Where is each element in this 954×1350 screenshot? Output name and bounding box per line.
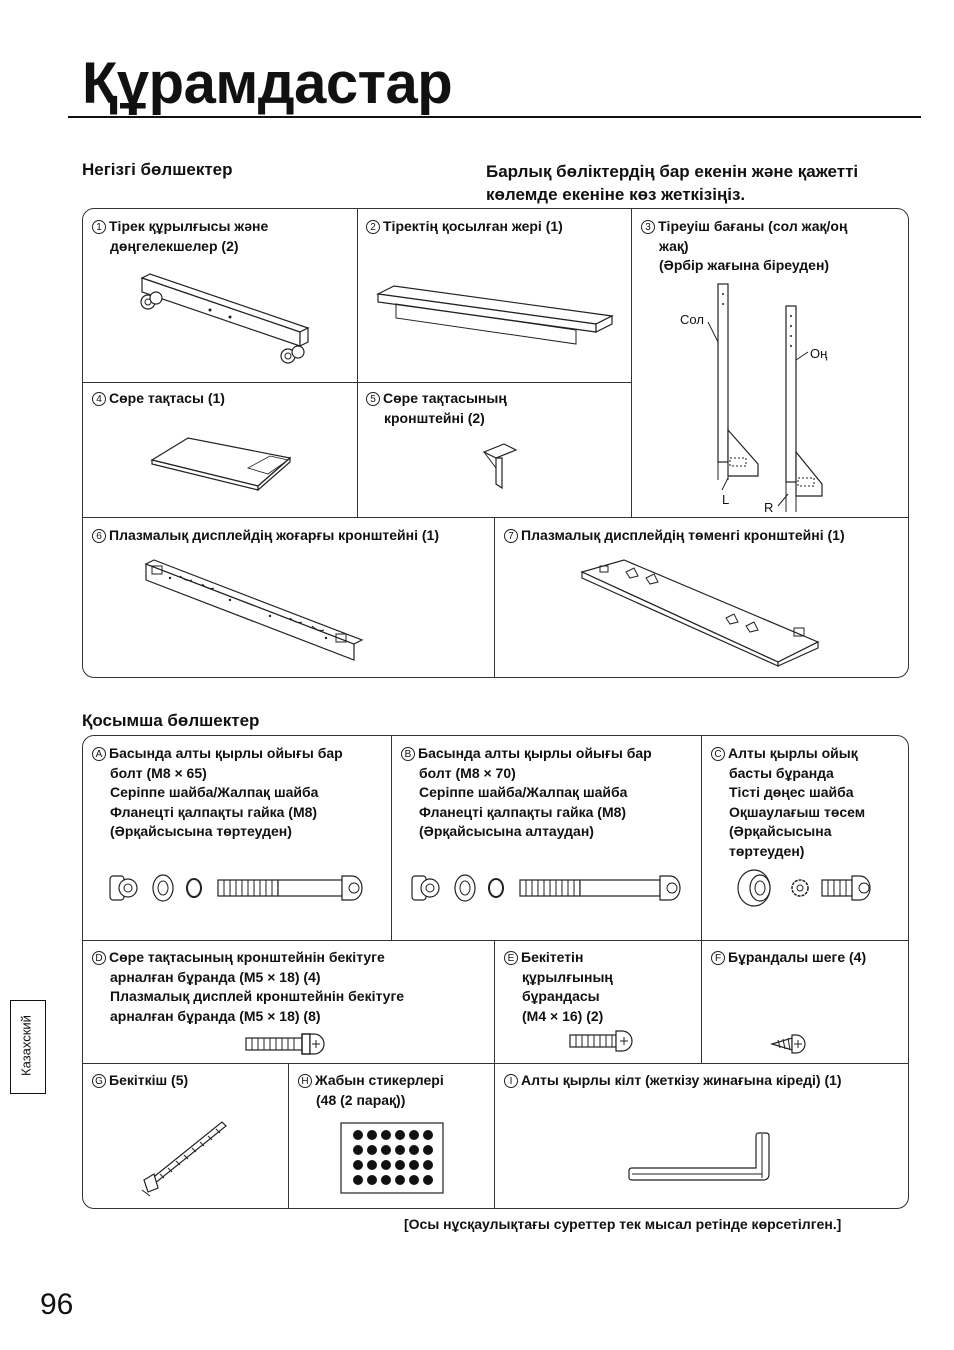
divider	[83, 1063, 908, 1064]
upper-bracket-illustration	[140, 560, 360, 665]
part-3-label: 3 Тіреуіш бағаны (сол жақ/оң жақ) (Әрбір жағына біреуден)	[641, 217, 847, 276]
divider	[83, 382, 631, 383]
page-title: Құрамдастар	[82, 51, 453, 116]
part-D-label: D Сөре тақтасының кронштейнін бекітуге арналған бұранда (M5 × 18) (4) Плазмалық дисплей кронштейнін бекітуге арналған бұранда (M5 × 18) (8)	[92, 948, 404, 1026]
stand-base-illustration	[130, 270, 320, 370]
divider	[494, 517, 495, 677]
post-label-left: Сол	[680, 312, 704, 327]
part-C-label: C Алты қырлы ойық басты бұранда Тісті дөңес шайба Оқшаулағыш төсем (Әрқайсысына төртеуден)	[711, 744, 865, 861]
title-rule	[68, 116, 921, 118]
part-1-label: 1 Тірек құрылғысы және дөңгелекшелер (2)	[92, 217, 268, 256]
part-2-label: 2 Тіректің қосылған жері (1)	[366, 217, 563, 237]
screw-d-illustration	[244, 1030, 330, 1060]
part-E-label: E Бекітетін құрылғының бұрандасы (M4 × 16) (2)	[504, 948, 613, 1026]
posts-illustration	[700, 280, 840, 520]
cable-tie-illustration	[140, 1118, 230, 1198]
part-5-label: 5 Сөре тақтасының кронштейні (2)	[366, 389, 507, 428]
screw-set-c-illustration	[734, 868, 884, 908]
part-A-label: A Басында алты қырлы ойығы бар болт (M8 × 65) Серіппе шайба/Жалпақ шайба Фланецті қалпақты гайка (M8) (Әрқайсысына төртеуден)	[92, 744, 343, 842]
part-6-label: 6 Плазмалық дисплейдің жоғарғы кронштейні (1)	[92, 526, 439, 546]
cover-stickers-illustration	[340, 1122, 444, 1194]
part-4-label: 4 Сөре тақтасы (1)	[92, 389, 225, 409]
language-side-tab-label: Казахский	[18, 1015, 34, 1076]
screw-e-illustration	[568, 1028, 638, 1054]
lower-bracket-illustration	[580, 558, 820, 668]
part-F-label: F Бұрандалы шеге (4)	[711, 948, 866, 968]
divider	[357, 209, 358, 517]
divider	[631, 209, 632, 517]
part-G-label: G Бекіткіш (5)	[92, 1071, 188, 1091]
divider	[288, 1063, 289, 1208]
post-label-r: R	[764, 500, 774, 515]
wood-screw-illustration	[770, 1032, 810, 1056]
part-7-label: 7 Плазмалық дисплейдің төменгі кронштейні (1)	[504, 526, 845, 546]
post-label-right: Оң	[810, 346, 828, 361]
stand-joint-illustration	[376, 282, 616, 352]
bolt-set-b-illustration	[410, 870, 690, 906]
bolt-set-a-illustration	[108, 870, 368, 906]
page-number: 96	[40, 1288, 74, 1321]
divider	[494, 940, 495, 1208]
hex-key-illustration	[628, 1132, 774, 1182]
part-B-label: B Басында алты қырлы ойығы бар болт (M8 × 70) Серіппе шайба/Жалпақ шайба Фланецті қалпақты гайка (M8) (Әрқайсысына алтаудан)	[401, 744, 652, 842]
part-H-label: H Жабын стикерлері (48 (2 парақ))	[298, 1071, 444, 1110]
extra-parts-heading: Қосымша бөлшектер	[82, 711, 260, 730]
divider	[701, 736, 702, 940]
shelf-bracket-illustration	[480, 440, 520, 490]
divider	[701, 940, 702, 1063]
shelf-board-illustration	[150, 434, 300, 494]
post-label-l: L	[722, 492, 730, 507]
divider	[83, 940, 908, 941]
main-parts-heading: Негізгі бөлшектер	[82, 160, 233, 179]
part-I-label: I Алты қырлы кілт (жеткізу жинағына кіреді) (1)	[504, 1071, 842, 1091]
instruction-line-2: көлемде екеніне көз жеткізіңіз.	[486, 185, 746, 204]
footer-note: [Осы нұсқаулықтағы суреттер тек мысал ретінде көрсетілген.]	[404, 1216, 842, 1232]
instruction-line-1: Барлық бөліктердің бар екенін және қажетті	[486, 162, 859, 181]
divider	[391, 736, 392, 940]
